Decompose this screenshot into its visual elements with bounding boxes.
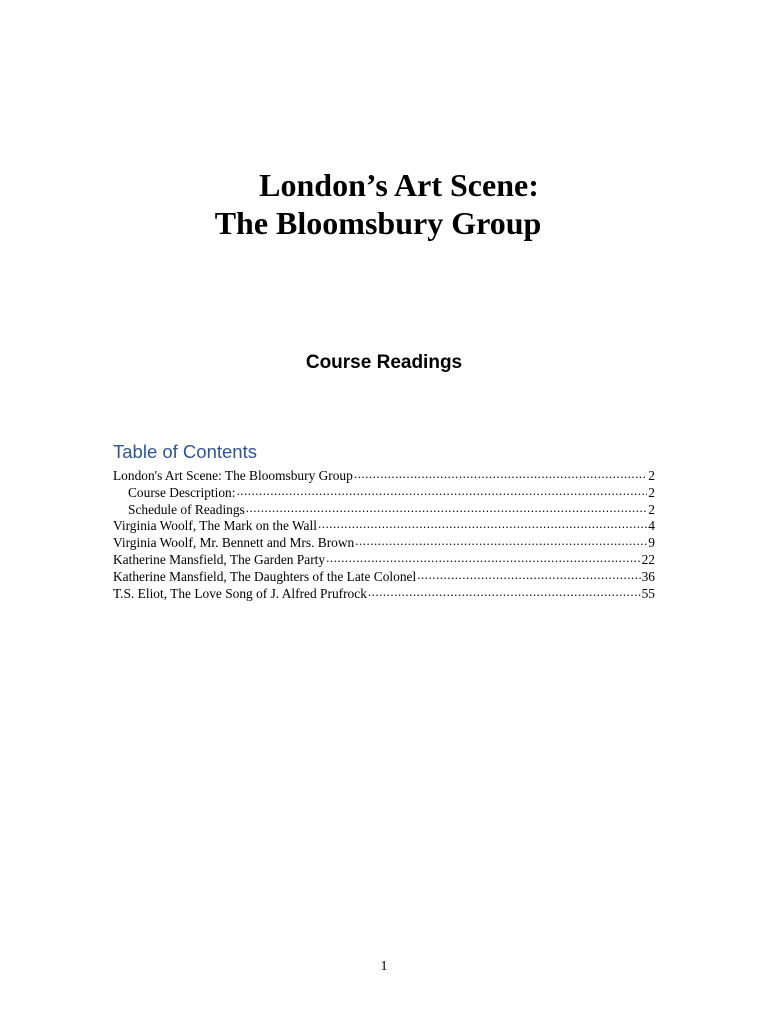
toc-entry-title: Virginia Woolf, The Mark on the Wall <box>113 518 317 534</box>
toc-dot-leader <box>417 569 640 581</box>
toc-entry-title: Schedule of Readings <box>128 501 245 517</box>
toc-list <box>113 468 655 602</box>
toc-entry-page: 2 <box>648 468 655 483</box>
toc-entry[interactable] <box>113 518 655 535</box>
toc-dot-leader <box>326 552 641 564</box>
title-line-1: London’s Art Scene: <box>259 167 539 203</box>
toc-dot-leader <box>246 502 648 514</box>
toc-dot-leader <box>355 535 647 547</box>
toc-entry[interactable] <box>113 502 655 519</box>
toc-heading: Table of Contents <box>113 441 257 462</box>
document-subtitle: Course Readings <box>305 352 463 373</box>
toc-entry-page: 9 <box>648 535 655 551</box>
toc-entry-title: Course Description: <box>128 484 236 500</box>
toc-entry[interactable] <box>113 485 655 502</box>
toc-dot-leader <box>368 586 641 598</box>
toc-dot-leader <box>354 468 647 480</box>
table-of-contents <box>113 440 655 602</box>
toc-entry-title: T.S. Eliot, The Love Song of J. Alfred Prufrock <box>113 585 367 601</box>
toc-entry-page: 4 <box>648 518 655 534</box>
toc-entry[interactable] <box>113 569 655 586</box>
toc-entry-page: 22 <box>641 551 655 567</box>
toc-entry-title: Virginia Woolf, Mr. Bennett and Mrs. Brown <box>113 535 355 551</box>
toc-dot-leader <box>236 485 647 497</box>
toc-entry-page: 55 <box>641 585 655 601</box>
toc-entry-page: 36 <box>641 568 655 584</box>
toc-entry-title: Katherine Mansfield, The Daughters of the Late Colonel <box>113 568 417 584</box>
page-number: 1 <box>380 959 388 974</box>
toc-entry[interactable] <box>113 586 655 603</box>
toc-entry-title: London's Art Scene: The Bloomsbury Group <box>113 468 353 483</box>
toc-entry-title: Katherine Mansfield, The Garden Party <box>113 551 326 567</box>
title-line-2: The Bloomsbury Group <box>214 205 542 241</box>
document-title <box>0 166 768 242</box>
toc-entry-page: 2 <box>648 501 655 517</box>
toc-dot-leader <box>318 518 647 530</box>
toc-entry[interactable] <box>113 552 655 569</box>
toc-entry[interactable] <box>113 468 655 485</box>
toc-entry-page: 2 <box>648 484 655 500</box>
toc-entry[interactable] <box>113 535 655 552</box>
